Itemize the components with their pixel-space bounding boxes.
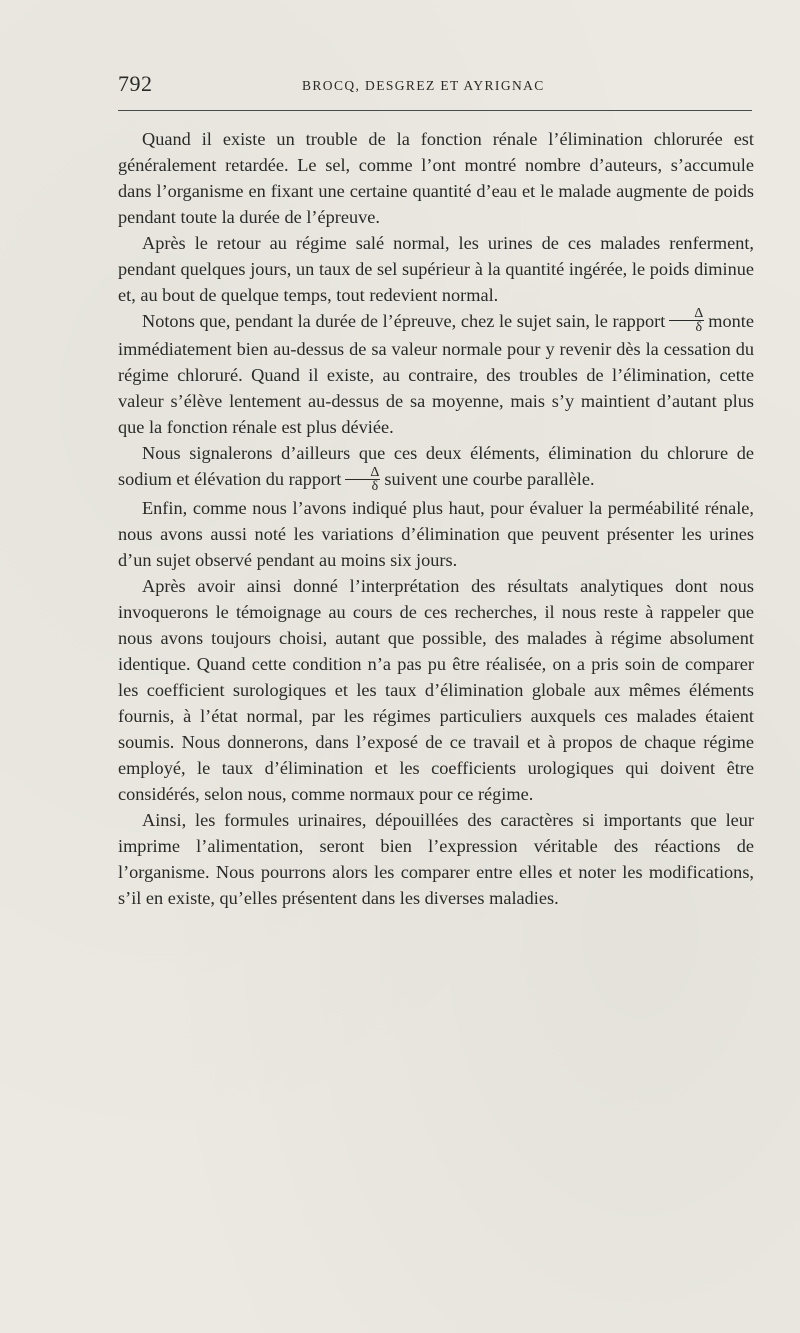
fraction-denominator: δ [695, 320, 703, 336]
page-header [118, 70, 752, 111]
paragraph-2: Après le retour au régime salé normal, les urines de ces malades renferment, pendant quelques jours, un taux de sel supérieur à la quantité ingérée, le poids diminue et, au bout de quelque temps, tout redevient normal. [118, 233, 754, 305]
fraction-numerator-2: Δ [345, 466, 380, 480]
paragraph-4-before: Nous signalerons d’ailleurs que ces deux éléments, élimination du chlorure de sodium et élévation du rapport [118, 443, 754, 490]
paragraph-3 [118, 308, 754, 440]
paragraph-5: Enfin, comme nous l’avons indiqué plus haut, pour évaluer la perméabilité rénale, nous avons aussi noté les variations d’élimination que peuvent présenter les urines d’un sujet observé pendant au moins six jours. [118, 497, 754, 570]
paragraph-7: Ainsi, les formules urinaires, dépouillées des caractères si importants que leur imprime l’alimentation, seront bien l’expression véritable des réactions de l’organisme. Nous pourrons alors les comparer entre elles et noter les modifications, s’il en existe, qu’elles présentent dans les diverses maladies. [118, 809, 754, 908]
delta-ratio-fraction [669, 307, 704, 334]
fraction-denominator-2: δ [371, 478, 379, 494]
running-head: BROCQ, DESGREZ ET AYRIGNAC [302, 78, 545, 93]
delta-ratio-fraction-2 [345, 466, 380, 493]
body-text [118, 126, 754, 911]
paragraph-3-after: monte immédiatement bien au-dessus de sa valeur normale pour y revenir dès la cessation du régime chloruré. Quand il existe, au contraire, des troubles de l’élimination, cette valeur s’élève lentement au-dessus de sa moyenne, mais s’y maintient d’autant plus que la fonction rénale est plus déviée. [118, 311, 754, 438]
paragraph-4-after: suivent une courbe parallèle. [384, 469, 595, 490]
fraction-numerator: Δ [669, 307, 704, 321]
paragraph-6: Après avoir ainsi donné l’interprétation des résultats analytiques dont nous invoquerons le témoignage au cours de ces recherches, il nous reste à rappeler que nous avons toujours choisi, autant que possible, des malades à régime absolument identique. Quand cette condition n’a pas pu être réalisée, on a pris soin de comparer les coefficient surologiques et les taux d’élimination globale aux mêmes éléments fournis, à l’état normal, par les régimes particuliers auxquels ces malades étaient soumis. Nous donnerons, dans l’exposé de ce travail et à propos de chaque régime employé, le taux d’élimination et les coefficients urologiques qui doivent être considérés, selon nous, comme normaux pour ce régime. [118, 575, 754, 804]
paragraph-4 [118, 440, 754, 494]
paragraph-3-before: Notons que, pendant la durée de l’épreuve, chez le sujet sain, le rapport [142, 311, 666, 331]
paragraph-1: Quand il existe un trouble de la fonction rénale l’élimination chlorurée est généralement retardée. Le sel, comme l’ont montré nombre d’auteurs, s’accumule dans l’organisme en fixant une certaine quantité d’eau et le malade augmente de poids pendant toute la durée de l’épreuve. [118, 129, 754, 227]
page-number: 792 [118, 71, 153, 96]
